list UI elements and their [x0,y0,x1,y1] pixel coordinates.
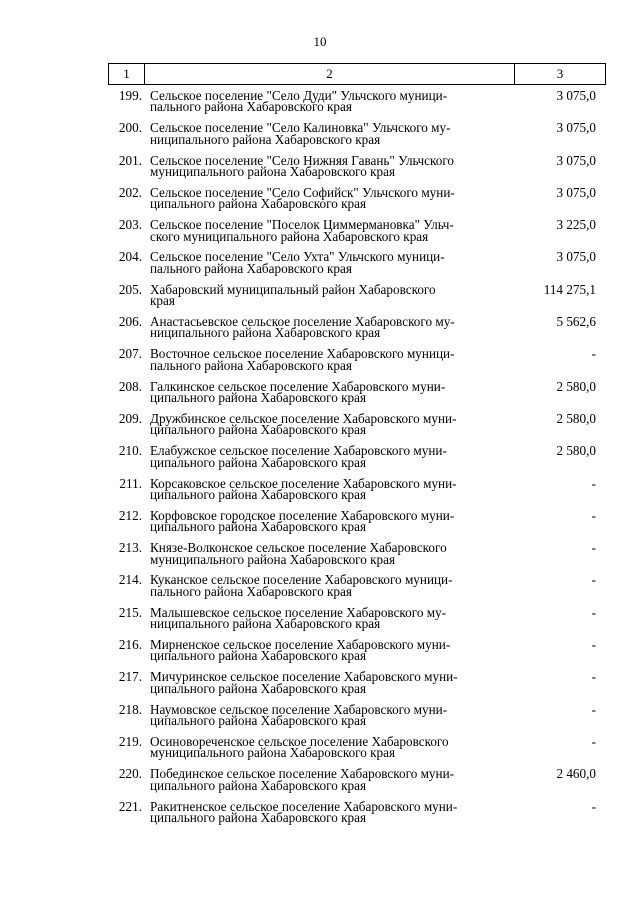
header-col-1: 1 [109,64,145,84]
row-name [150,281,510,309]
row-name [150,251,510,274]
table-row [108,378,606,413]
row-name [150,348,510,371]
row-name-line-1: Сельское поселение "Село Софийск" Ульчского муни- [150,184,455,200]
row-name-line-1: Елабужское сельское поселение Хабаровского муни- [150,443,447,459]
row-name-line-1: Малышевское сельское поселение Хабаровского му- [150,604,447,620]
table-row [108,639,606,671]
table-row [108,574,606,606]
row-name-line-1: Хабаровский муниципальный район Хабаровского [150,281,436,297]
row-name-line-2: ципального района Хабаровского края [150,454,367,470]
row-name-line-1: Мичуринское сельское поселение Хабаровского муни- [150,669,458,685]
header-col-2: 2 [145,64,515,84]
row-name-line-1: Осиновореченское сельское поселение Хабаровского [150,733,449,749]
row-number: 209. [118,410,142,426]
row-name [150,604,510,632]
row-value: - [591,637,596,653]
row-name [150,639,510,662]
table-row [108,410,606,445]
row-value: 5 562,6 [556,314,596,330]
row-name-line-1: Побединское сельское поселение Хабаровского муни- [150,766,455,782]
row-name-line-2: муниципального района Хабаровского края [150,551,396,567]
row-value: 114 275,1 [543,281,596,297]
row-value: 2 580,0 [556,443,596,459]
row-number: 214. [118,572,142,588]
table-row [108,542,606,574]
row-name-line-1: Анастасьевское сельское поселение Хабаровского му- [150,314,455,330]
row-name-line-2: ципального района Хабаровского края [150,648,367,664]
row-number: 203. [118,217,142,233]
row-name-line-2: края [150,293,175,309]
row-name-line-1: Галкинское сельское поселение Хабаровского муни- [150,378,446,394]
row-name-line-1: Наумовское сельское поселение Хабаровского муни- [150,701,448,717]
row-name-line-2: ципального района Хабаровского края [150,519,367,535]
row-name [150,768,510,791]
row-name-line-1: Князе-Волконское сельское поселение Хабаровского [150,540,447,556]
table-body [108,90,606,833]
row-name [150,219,510,242]
row-name [150,316,510,339]
row-name-line-1: Ракитненское сельское поселение Хабаровского муни- [150,798,458,814]
row-number: 207. [118,346,142,362]
row-name-line-2: ципального района Хабаровского края [150,809,367,825]
row-value: 2 580,0 [556,378,596,394]
row-name-line-2: ципального района Хабаровского края [150,777,367,793]
row-value: 3 075,0 [556,120,596,136]
table-row [108,184,606,219]
table-row [108,348,606,380]
row-name-line-1: Мирненское сельское поселение Хабаровского муни- [150,637,451,653]
row-name-line-1: Дружбинское сельское поселение Хабаровского муни- [150,410,457,426]
row-number: 210. [118,443,142,459]
row-number: 220. [118,766,142,782]
row-name [150,701,510,729]
table-row [108,701,606,736]
row-value: 3 075,0 [556,88,596,103]
row-name-line-2: пального района Хабаровского края [150,99,352,115]
row-number: 219. [118,733,142,749]
row-name [150,410,510,438]
row-number: 213. [118,540,142,556]
row-name-line-1: Корсаковское сельское поселение Хабаровского муни- [150,475,457,491]
table-header [108,63,606,85]
row-number: 215. [118,604,142,620]
row-name-line-2: ципального района Хабаровского края [150,680,367,696]
table-row [108,251,606,283]
row-name-line-2: ниципального района Хабаровского края [150,616,381,632]
row-name-line-2: пального района Хабаровского края [150,357,352,373]
row-value: 3 225,0 [556,217,596,233]
row-number: 211. [119,475,142,491]
row-number: 200. [118,120,142,136]
row-number: 216. [118,637,142,653]
row-number: 202. [118,184,142,200]
row-value: 3 075,0 [556,184,596,200]
table-row [108,90,606,122]
row-name-line-1: Сельское поселение "Село Нижняя Гавань" Ульчского [150,152,455,168]
row-name [150,184,510,212]
row-number: 212. [118,507,142,523]
row-name-line-1: Сельское поселение "Село Калиновка" Ульчского му- [150,120,451,136]
row-name-line-2: ципального района Хабаровского края [150,390,367,406]
row-name-line-2: ципального района Хабаровского края [150,196,367,212]
row-name-line-1: Сельское поселение "Село Ухта" Ульчского муници- [150,249,445,265]
row-value: - [591,604,596,620]
row-value: - [591,701,596,717]
row-value: 3 075,0 [556,152,596,168]
row-value: - [591,572,596,588]
row-number: 201. [118,152,142,168]
row-number: 217. [118,669,142,685]
row-name [150,671,510,694]
row-name [150,152,510,179]
table-row [108,798,606,833]
row-name [150,507,510,535]
table-row [108,445,606,477]
row-name [150,733,510,761]
row-value: 3 075,0 [556,249,596,265]
row-name-line-2: пального района Хабаровского края [150,583,352,599]
header-col-3: 3 [556,66,564,81]
table-row [108,316,606,348]
row-number: 205. [118,281,142,297]
row-number: 221. [118,798,142,814]
row-name-line-2: ниципального района Хабаровского края [150,131,381,147]
row-name-line-2: ципального района Хабаровского края [150,713,367,729]
row-name-line-2: ципального района Хабаровского края [150,486,367,502]
table-row [108,122,606,154]
row-value: - [591,475,596,491]
row-name-line-2: ципального района Хабаровского края [150,422,367,438]
row-name-line-1: Восточное сельское поселение Хабаровского муници- [150,346,455,362]
row-name-line-2: муниципального района Хабаровского края [150,164,396,179]
table-row [108,671,606,703]
row-name [150,122,510,145]
table-row [108,768,606,800]
table-row [108,604,606,639]
table-row [108,219,606,251]
row-name-line-2: пального района Хабаровского края [150,260,352,276]
table-row [108,152,606,187]
row-name-line-2: ниципального района Хабаровского края [150,325,381,341]
row-name [150,475,510,502]
table-row [108,507,606,542]
row-number: 199. [118,88,142,103]
row-value: - [591,733,596,749]
row-name-line-2: ского муниципального района Хабаровского края [150,228,429,244]
row-value: - [591,798,596,814]
row-name [150,378,510,406]
row-name [150,445,510,468]
page-number: 10 [313,34,327,49]
row-name-line-1: Сельское поселение "Поселок Циммермановка" Ульч- [150,217,454,233]
row-value: 2 580,0 [556,410,596,426]
row-name [150,542,510,565]
table-row [108,475,606,510]
row-name-line-1: Сельское поселение "Село Дуди" Ульчского муници- [150,88,448,103]
row-value: - [591,669,596,685]
row-number: 208. [118,378,142,394]
row-name [150,90,510,113]
row-number: 218. [118,701,142,717]
row-value: 2 460,0 [556,766,596,782]
row-value: - [591,540,596,556]
row-name-line-1: Куканское сельское поселение Хабаровского муници- [150,572,453,588]
row-name [150,574,510,597]
row-number: 204. [118,249,142,265]
row-value: - [591,507,596,523]
row-name [150,798,510,825]
table-row [108,733,606,768]
row-value: - [591,346,596,362]
row-name-line-1: Корфовское городское поселение Хабаровского муни- [150,507,455,523]
table-row [108,281,606,316]
row-name-line-2: муниципального района Хабаровского края [150,745,396,761]
row-number: 206. [118,314,142,330]
